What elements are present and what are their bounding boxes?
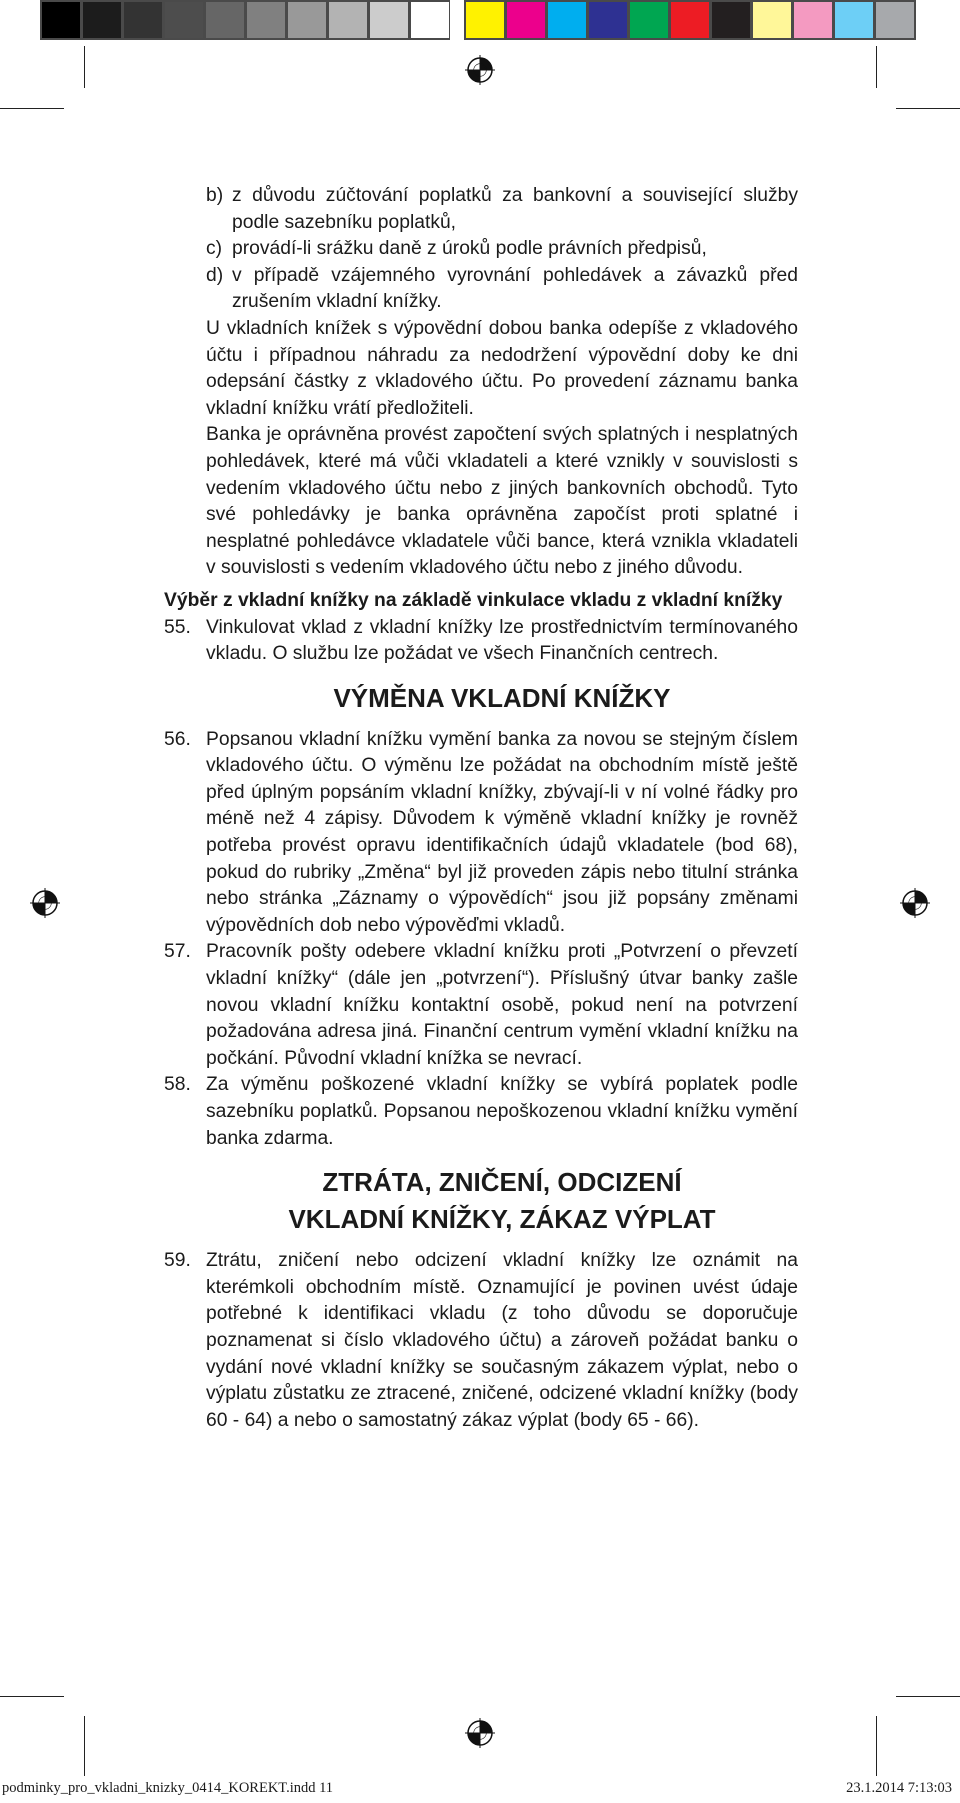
crop-mark	[84, 46, 85, 88]
gray-swatch	[122, 0, 163, 40]
numbered-item-56	[164, 727, 798, 940]
gray-swatch	[286, 0, 327, 40]
crop-mark	[896, 108, 960, 109]
item-number: 58.	[164, 1074, 191, 1096]
footer-file-name: podminky_pro_vkladni_knizky_0414_KOREKT.indd 11	[2, 1780, 334, 1796]
light-magenta-swatch	[792, 0, 833, 40]
item-text: Za výměnu poškozené vkladní knížky se vybírá poplatek podle sazebníku poplatků. Popsanou nepoškozenou vkladní knížku vymění banka zdarma.	[206, 1074, 798, 1149]
numbered-item-57	[164, 939, 798, 1072]
gray-swatch	[204, 0, 245, 40]
list-item	[164, 236, 798, 263]
registration-mark-icon	[900, 888, 930, 918]
item-number: 56.	[164, 728, 191, 750]
gray-swatch	[81, 0, 122, 40]
magenta-swatch	[505, 0, 546, 40]
list-item	[164, 263, 798, 316]
gray-swatch	[327, 0, 368, 40]
red-swatch	[669, 0, 710, 40]
numbered-item-58	[164, 1072, 798, 1152]
crop-mark	[0, 1696, 64, 1697]
numbered-item-59	[164, 1248, 798, 1434]
item-text: Ztrátu, zničení nebo odcizení vkladní knížky lze oznámit na kterémkoli obchodním místě. Oznamující je povinen uvést údaje potřebné k identifikaci vkladu (z toho důvodu se doporučuje poznamenat si číslo vkladového účtu) a zároveň požádat banku o vydání nové vkladní knížky se současným zákazem výplat, nebo o výplatu zůstatku ze ztracené, zničené, odcizené vkladní knížky (body 60 - 64) a nebo o samostatný zákaz výplat (body 65 - 66).	[206, 1250, 798, 1431]
gray-swatch	[409, 0, 450, 40]
gray-swatch	[368, 0, 409, 40]
footer-datetime: 23.1.2014 7:13:03	[846, 1780, 952, 1796]
crop-mark	[876, 46, 877, 88]
subheading-vinkulace: Výběr z vkladní knížky na základě vinkulace vkladu z vkladní knížky	[164, 589, 783, 611]
item-text: Popsanou vkladní knížku vymění banka za novou se stejným číslem vkladového účtu. O výměnu lze požádat na obchodním místě ještě před úplným popsáním vkladní knížky, zbývají-li v ní volné řádky pro méně než 4 zápisy. Důvodem k výměně vkladní knížky je rovněž potřeba provést opravu identifikačních údajů vkladatele (bod 68), pokud do rubriky „Změna“ byl již proveden zápis nebo titulní stránka nebo stránka „Záznamy o výpovědích“ jsou již popsány změnami výpovědních dob nebo výpověďmi vkladů.	[206, 728, 798, 936]
crop-mark	[0, 108, 64, 109]
light-cyan-swatch	[833, 0, 874, 40]
list-text: provádí-li srážku daně z úroků podle právních předpisů,	[232, 238, 707, 260]
item-number: 59.	[164, 1250, 191, 1272]
list-label: c)	[206, 238, 223, 260]
list-label: d)	[206, 264, 224, 286]
item-text: Pracovník pošty odebere vkladní knížku proti „Potvrzení o převzetí vkladní knížky“ (dále jen „potvrzení“). Příslušný útvar banky zašle novou vkladní knížku kontaktní osobě, pokud není na potvrzení požadována adresa jiná. Finanční centrum vymění vkladní knížku na počkání. Původní vkladní knížka se nevrací.	[206, 941, 798, 1069]
light-gray-swatch	[874, 0, 916, 40]
gray-swatch	[40, 0, 81, 40]
list-text: z důvodu zúčtování poplatků za bankovní a související služby podle sazebníku poplatků,	[232, 185, 798, 233]
light-yellow-swatch	[751, 0, 792, 40]
paragraph-set-off: Banka je oprávněna provést započtení svých splatných i nesplatných pohledávek, které má vůči vkladateli a které vznikly v souvislosti s vedením vkladového účtu nebo z jiných bankovních obchodů. Tyto své pohledávky je banka oprávněna započíst proti splatné i nesplatné pohledávce vkladatele vůči bance, která vznikla vkladateli v souvislosti s vedením vkladového účtu nebo z jiného důvodu.	[206, 424, 798, 579]
registration-mark-icon	[30, 888, 60, 918]
item-text: Vinkulovat vklad z vkladní knížky lze prostřednictvím termínovaného vkladu. O službu lze požádat ve všech Finančních centrech.	[206, 616, 798, 665]
cyan-swatch	[546, 0, 587, 40]
section-heading-exchange: VÝMĚNA VKLADNÍ KNÍŽKY	[333, 682, 671, 713]
crop-mark	[84, 1716, 85, 1776]
yellow-swatch	[464, 0, 505, 40]
numbered-item-55	[164, 615, 798, 668]
item-number: 57.	[164, 941, 191, 963]
black-swatch	[710, 0, 751, 40]
print-color-bar	[40, 0, 916, 40]
registration-mark-icon	[465, 1718, 495, 1748]
list-item	[164, 183, 798, 236]
gray-swatch	[163, 0, 204, 40]
registration-mark-icon	[465, 55, 495, 85]
paragraph-notice-period: U vkladních knížek s výpovědní dobou banka odepíše z vkladového účtu i případnou náhradu za nedodržení výpovědní doby ke dni odepsání částky z vkladového účtu. Po provedení záznamu banka vkladní knížku vrátí předložiteli.	[206, 317, 798, 419]
document-body	[164, 183, 798, 1434]
section-heading-loss-line2: VKLADNÍ KNÍŽKY, ZÁKAZ VÝPLAT	[288, 1204, 716, 1235]
item-number: 55.	[164, 616, 191, 638]
list-text: v případě vzájemného vyrovnání pohledávek a závazků před zrušením vkladní knížky.	[232, 264, 798, 313]
crop-mark	[896, 1696, 960, 1697]
blue-swatch	[587, 0, 628, 40]
gray-swatch	[245, 0, 286, 40]
green-swatch	[628, 0, 669, 40]
section-heading-loss-line1: ZTRÁTA, ZNIČENÍ, ODCIZENÍ	[322, 1167, 682, 1198]
crop-mark	[876, 1716, 877, 1776]
list-label: b)	[206, 185, 224, 206]
